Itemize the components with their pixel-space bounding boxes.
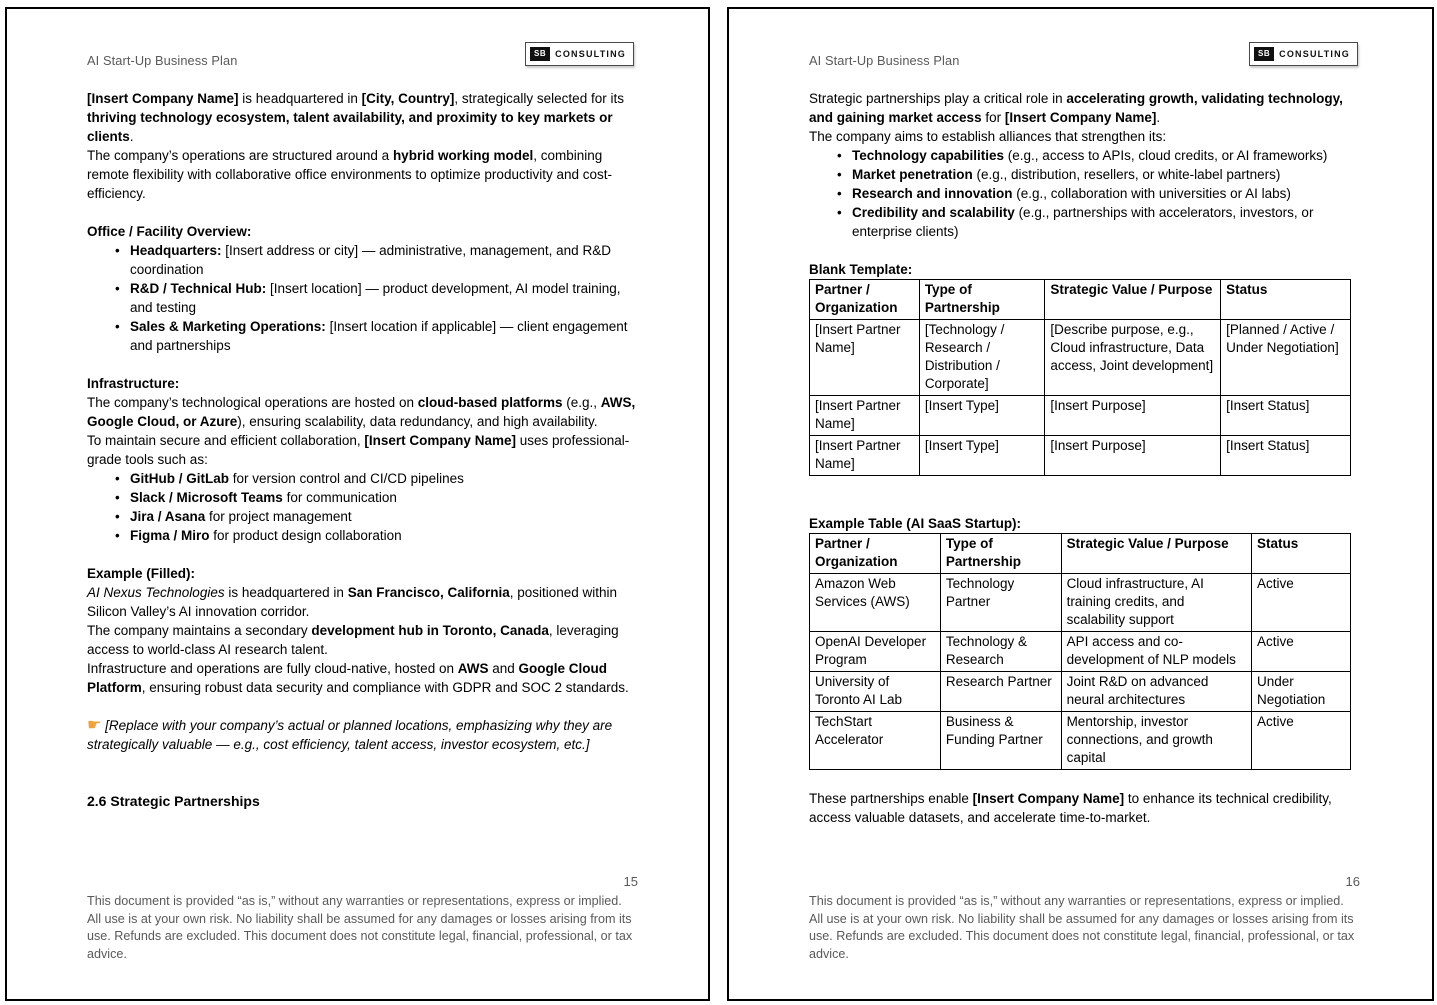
text-run: accelerating growth, validating technology, and gaining market access: [809, 91, 1343, 125]
table-cell: Research Partner: [940, 672, 1061, 712]
text-run: Infrastructure and operations are fully cloud-native, hosted on: [87, 661, 458, 676]
bullet-item: [87, 279, 638, 317]
table-cell: Under Negotiation: [1251, 672, 1350, 712]
text-run: thriving technology ecosystem, talent availability, and proximity to key markets or clients: [87, 110, 613, 144]
text-run: Figma / Miro: [130, 528, 210, 543]
table-row: [810, 632, 1351, 672]
table-cell: University of Toronto AI Lab: [810, 672, 941, 712]
table-cell: Technology Partner: [940, 574, 1061, 632]
bullet-item: [87, 488, 638, 507]
text-run: Google Cloud Platform: [87, 661, 608, 695]
text-run: Market penetration: [852, 167, 973, 182]
table-cell: [Insert Partner Name]: [810, 320, 920, 396]
table-row: [810, 320, 1351, 396]
paragraph: [87, 431, 638, 469]
table-header-cell: Type of Partnership: [919, 280, 1045, 320]
text-run: The company aims to establish alliances that strengthen its:: [809, 129, 1167, 144]
spacer: [809, 241, 1360, 260]
text-run: for project management: [205, 509, 352, 524]
text-run: , leveraging access to world-class AI research talent.: [87, 623, 619, 657]
paragraph: [809, 89, 1360, 127]
spacer: [87, 355, 638, 374]
disclaimer-text: This document is provided “as is,” without any warranties or representations, express or implied. All use is at your own risk. No liability shall be assumed for any damages or losses arising from its use. Refunds are excluded. This document does not constitute legal, financial, professional, or tax advice.: [809, 894, 1355, 961]
bullet-item: [809, 184, 1360, 203]
table-cell: TechStart Accelerator: [810, 712, 941, 770]
table-cell: Active: [1251, 712, 1350, 770]
text-run: San Francisco, California: [347, 585, 510, 600]
table-row: [810, 436, 1351, 476]
text-run: for: [981, 110, 1005, 125]
table-row: [810, 712, 1351, 770]
text-run: uses professional-grade tools such as:: [87, 433, 630, 467]
bullet-item: [87, 317, 638, 355]
section-heading: 2.6 Strategic Partnerships: [87, 793, 260, 809]
table-cell: [Insert Purpose]: [1045, 436, 1221, 476]
text-run: [Insert address or city] — administrative, management, and R&D coordination: [130, 243, 611, 277]
table-cell: Active: [1251, 632, 1350, 672]
bullet-item: [87, 469, 638, 488]
text-run: Research and innovation: [852, 186, 1013, 201]
bullet-list: [809, 146, 1360, 241]
text-run: [Insert location] — product development, AI model training, and testing: [130, 281, 621, 315]
table-cell: Business & Funding Partner: [940, 712, 1061, 770]
table-cell: Technology & Research: [940, 632, 1061, 672]
table-cell: Amazon Web Services (AWS): [810, 574, 941, 632]
table-cell: [Insert Partner Name]: [810, 396, 920, 436]
spacer: [87, 203, 638, 222]
text-run: AI Nexus Technologies: [87, 585, 225, 600]
bullet-item: [809, 203, 1360, 241]
text-run: [Insert Company Name]: [972, 791, 1125, 806]
text-run: , ensuring robust data security and compliance with GDPR and SOC 2 standards.: [141, 680, 629, 695]
text-run: These partnerships enable: [809, 791, 973, 806]
bullet-list: [87, 241, 638, 355]
text-run: Example Table (AI SaaS Startup):: [809, 516, 1022, 531]
text-run: [Replace with your company’s actual or planned locations, emphasizing why they are strategically valuable — e.g., cost efficiency, talent access, investor ecosystem, etc.]: [87, 718, 613, 752]
table-cell: [Insert Status]: [1221, 396, 1351, 436]
text-run: The company’s operations are structured around a: [87, 148, 393, 163]
page-16: [727, 7, 1434, 1001]
bullet-item: [809, 146, 1360, 165]
text-run: Slack / Microsoft Teams: [130, 490, 283, 505]
text-run: ), ensuring scalability, data redundancy, and high availability.: [237, 414, 598, 429]
table-header-cell: Strategic Value / Purpose: [1045, 280, 1221, 320]
table-cell: Joint R&D on advanced neural architectures: [1061, 672, 1251, 712]
table-cell: API access and co-development of NLP models: [1061, 632, 1251, 672]
spacer: [809, 476, 1360, 514]
table-header-cell: Status: [1251, 534, 1350, 574]
text-run: [Insert Company Name]: [364, 433, 516, 448]
text-run: R&D / Technical Hub:: [130, 281, 267, 296]
text-run: for product design collaboration: [209, 528, 402, 543]
paragraph: [87, 393, 638, 431]
text-run: [Insert Company Name]: [87, 91, 239, 106]
bullet-list: [87, 469, 638, 545]
spacer: [87, 697, 638, 716]
paragraph: [809, 260, 1360, 279]
text-run: (e.g., partnerships with accelerators, investors, or enterprise clients): [852, 205, 1314, 239]
logo-badge-icon: SB: [1254, 47, 1274, 61]
text-run: (e.g., collaboration with universities or AI labs): [1012, 186, 1291, 201]
paragraph: [87, 659, 638, 697]
logo-badge-icon: SB: [530, 47, 550, 61]
text-run: [City, Country]: [361, 91, 455, 106]
text-run: (e.g., distribution, resellers, or white-label partners): [972, 167, 1281, 182]
text-run: , positioned within Silicon Valley’s AI innovation corridor.: [87, 585, 618, 619]
spacer: [87, 545, 638, 564]
text-run: (e.g.,: [562, 395, 601, 410]
bullet-item: [87, 526, 638, 545]
table-cell: Active: [1251, 574, 1350, 632]
text-run: to enhance its technical credibility, access valuable datasets, and accelerate time-to-market.: [809, 791, 1332, 825]
table-header-cell: Partner / Organization: [810, 534, 941, 574]
text-run: Jira / Asana: [130, 509, 206, 524]
table-cell: Cloud infrastructure, AI training credits, and scalability support: [1061, 574, 1251, 632]
text-run: GitHub / GitLab: [130, 471, 229, 486]
bullet-item: [809, 165, 1360, 184]
table-cell: [Insert Purpose]: [1045, 396, 1221, 436]
text-run: AWS, Google Cloud, or Azure: [87, 395, 636, 429]
text-run: .: [1156, 110, 1161, 125]
text-run: , strategically selected for its: [454, 91, 624, 106]
table-header-cell: Status: [1221, 280, 1351, 320]
paragraph: [87, 583, 638, 621]
text-run: Credibility and scalability: [852, 205, 1015, 220]
text-run: Example (Filled):: [87, 566, 196, 581]
text-run: To maintain secure and efficient collaboration,: [87, 433, 365, 448]
text-run: Blank Template:: [809, 262, 913, 277]
text-run: .: [129, 129, 134, 144]
partnerships-table: [809, 533, 1351, 770]
paragraph: [809, 127, 1360, 146]
page-number: 16: [1345, 874, 1360, 890]
page-content: [87, 89, 638, 811]
text-run: (e.g., access to APIs, cloud credits, or AI frameworks): [1004, 148, 1328, 163]
text-run: Infrastructure:: [87, 376, 180, 391]
table-cell: [Insert Type]: [919, 396, 1045, 436]
logo-text: CONSULTING: [555, 48, 626, 59]
table-row: [810, 396, 1351, 436]
text-run: AWS: [457, 661, 489, 676]
bullet-item: [87, 507, 638, 526]
text-run: cloud-based platforms: [417, 395, 563, 410]
table-cell: OpenAI Developer Program: [810, 632, 941, 672]
paragraph: [87, 89, 638, 146]
paragraph: [809, 514, 1360, 533]
text-run: [Insert location if applicable] — client engagement and partnerships: [130, 319, 628, 353]
page-footer: [809, 874, 1360, 963]
table-row: [810, 574, 1351, 632]
text-run: for version control and CI/CD pipelines: [229, 471, 464, 486]
text-run: The company’s technological operations are hosted on: [87, 395, 418, 410]
pointing-hand-emoji: ☛: [87, 717, 102, 734]
paragraph: [87, 222, 638, 241]
text-run: Headquarters:: [130, 243, 222, 258]
page-footer: [87, 874, 638, 963]
text-run: The company maintains a secondary: [87, 623, 312, 638]
table-header-cell: Strategic Value / Purpose: [1061, 534, 1251, 574]
page-header-title: AI Start-Up Business Plan: [809, 53, 960, 68]
spacer: [809, 770, 1360, 789]
table-cell: [Describe purpose, e.g., Cloud infrastructure, Data access, Joint development]: [1045, 320, 1221, 396]
table-header-cell: Type of Partnership: [940, 534, 1061, 574]
text-run: Sales & Marketing Operations:: [130, 319, 326, 334]
table-row: [810, 672, 1351, 712]
page-15: [5, 7, 710, 1001]
table-cell: [Insert Partner Name]: [810, 436, 920, 476]
table-header-cell: Partner / Organization: [810, 280, 920, 320]
spacer: [87, 754, 638, 792]
table-cell: [Planned / Active / Under Negotiation]: [1221, 320, 1351, 396]
text-run: is headquartered in: [238, 91, 362, 106]
text-run: Technology capabilities: [852, 148, 1005, 163]
bullet-item: [87, 241, 638, 279]
text-run: [Insert Company Name]: [1004, 110, 1157, 125]
table-cell: [Insert Status]: [1221, 436, 1351, 476]
table-cell: [Technology / Research / Distribution / Corporate]: [919, 320, 1045, 396]
page-number: 15: [623, 874, 638, 890]
paragraph: [87, 564, 638, 583]
table-cell: [Insert Type]: [919, 436, 1045, 476]
sb-consulting-logo: [1249, 42, 1358, 66]
text-run: and: [488, 661, 519, 676]
paragraph: [87, 374, 638, 393]
partnerships-table: [809, 279, 1351, 476]
text-run: Strategic partnerships play a critical role in: [809, 91, 1067, 106]
text-run: hybrid working model: [392, 148, 534, 163]
paragraph: [87, 716, 638, 754]
paragraph: [809, 789, 1360, 827]
paragraph: [87, 621, 638, 659]
logo-text: CONSULTING: [1279, 48, 1350, 59]
text-run: development hub in Toronto, Canada: [311, 623, 549, 638]
disclaimer-text: This document is provided “as is,” without any warranties or representations, express or implied. All use is at your own risk. No liability shall be assumed for any damages or losses arising from its use. Refunds are excluded. This document does not constitute legal, financial, professional, or tax advice.: [87, 894, 633, 961]
table-cell: Mentorship, investor connections, and growth capital: [1061, 712, 1251, 770]
paragraph: [87, 146, 638, 203]
page-content: [809, 89, 1360, 827]
text-run: Office / Facility Overview:: [87, 224, 252, 239]
text-run: for communication: [282, 490, 397, 505]
text-run: is headquartered in: [224, 585, 348, 600]
text-run: , combining remote flexibility with collaborative office environments to optimize productivity and cost-efficiency.: [87, 148, 612, 201]
page-header-title: AI Start-Up Business Plan: [87, 53, 238, 68]
sb-consulting-logo: [525, 42, 634, 66]
